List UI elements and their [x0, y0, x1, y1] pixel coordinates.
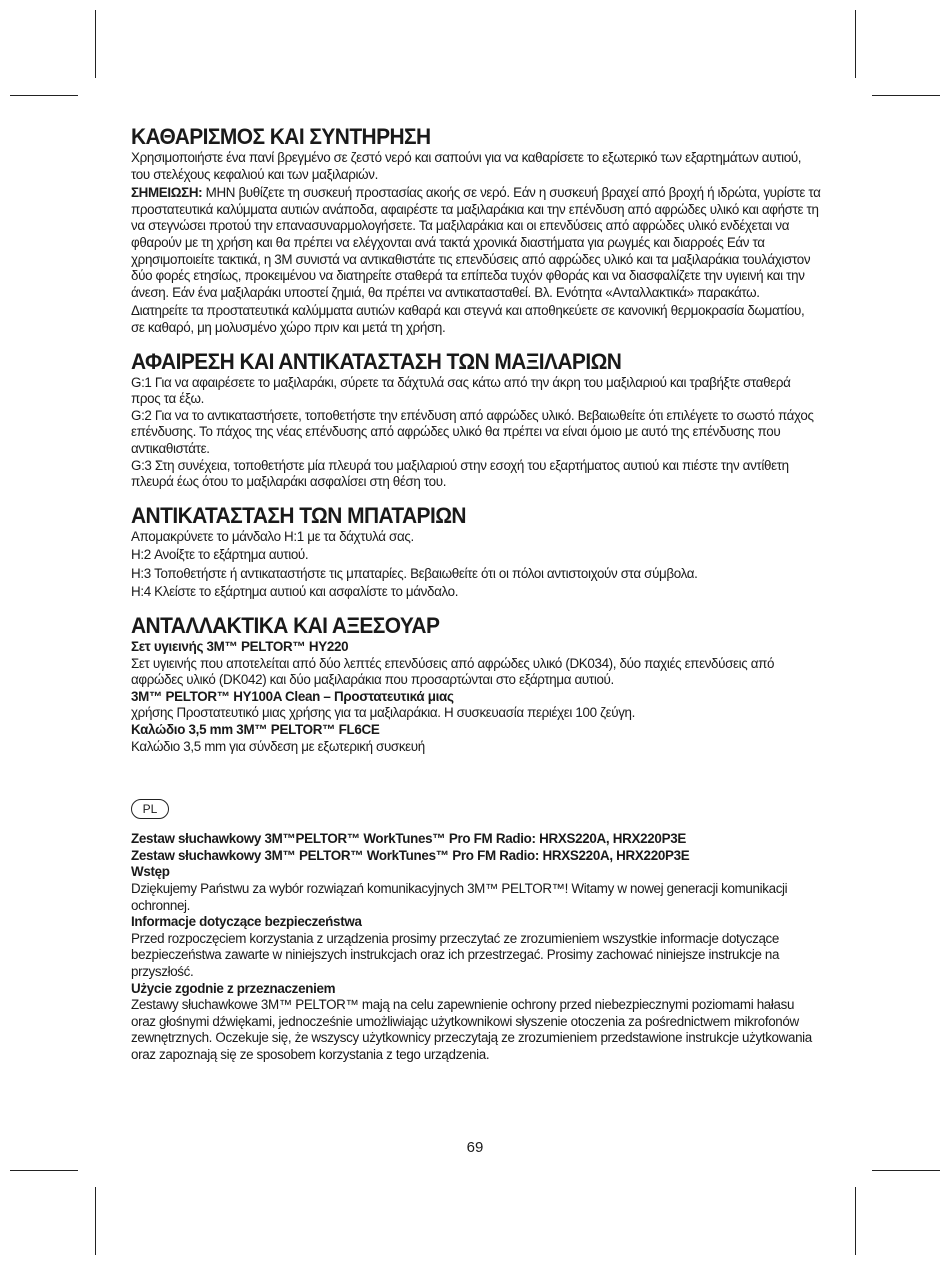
step-h3: H:3 Τοποθετήστε ή αντικαταστήστε τις μπαταρίες. Βεβαιωθείτε ότι οι πόλοι αντιστοιχούν στα σύμβολα.: [131, 565, 698, 581]
step-g1: G:1 Για να αφαιρέσετε το μαξιλαράκι, σύρετε τα δάχτυλά σας κάτω από την άκρη του μαξιλαριού και τραβήξτε σταθερά προς τα έξω.: [131, 374, 791, 407]
step-g3: G:3 Στη συνέχεια, τοποθετήστε μία πλευρά του μαξιλαριού στην εσοχή του εξαρτήματος αυτιού και πιέστε την αντίθετη πλευρά έως ότου το μαξιλαράκι ασφαλίσει στη θέση του.: [131, 457, 789, 490]
section-title-cushions: ΑΦΑΙΡΕΣΗ ΚΑΙ ΑΝΤΙΚΑΤΑΣΤΑΣΗ ΤΩΝ ΜΑΞΙΛΑΡΙΩΝ: [131, 348, 622, 374]
crop-mark: [872, 95, 940, 96]
crop-mark: [855, 10, 856, 78]
item-hy220-title: Σετ υγιεινής 3M™ PELTOR™ HY220: [131, 639, 349, 655]
pl-safety-text: Przed rozpoczęciem korzystania z urządzenia prosimy przeczytać ze zrozumieniem wszystkie informacje dotyczące bezpieczeństwa zawarte w niniejszych instrukcjach oraz ich przestrzegać. Prosimy zachować niniejsze instrukcje na przyszłość.: [131, 930, 780, 979]
step-g2: G:2 Για να το αντικαταστήσετε, τοποθετήστε την επένδυση από αφρώδες υλικό. Βεβαιωθείτε ότι επιλέγετε το σωστό πάχος επένδυσης. Το πάχος της νέας επένδυσης από αφρώδες υλικό θα πρέπει να είναι όμοιο με αυτό της επένδυσης που αντικαθιστάτε.: [131, 407, 814, 456]
section-title-spare-parts: ΑΝΤΑΛΛΑΚΤΙΚΑ ΚΑΙ ΑΞΕΣΟΥΑΡ: [131, 613, 440, 639]
pl-safety-title: Informacje dotyczące bezpieczeństwa: [131, 914, 362, 930]
pl-intro-title: Wstęp: [131, 864, 170, 880]
cleaning-paragraph: Χρησιμοποιήστε ένα πανί βρεγμένο σε ζεστό νερό και σαπούνι για να καθαρίσετε το εξωτερικό των εξαρτημάτων αυτιού, του στελέχους κεφαλιού και των μαξιλαριών.: [131, 150, 802, 182]
crop-mark: [10, 1170, 78, 1171]
pl-use-title: Użycie zgodnie z przeznaczeniem: [131, 980, 336, 996]
step-h1: Απομακρύνετε το μάνδαλο H:1 με τα δάχτυλά σας.: [131, 528, 414, 544]
item-hy220-text: Σετ υγιεινής που αποτελείται από δύο λεπτές επενδύσεις από αφρώδες υλικό (DK034), δύο παχιές επενδύσεις από αφρώδες υλικό (DK042) και δύο μαξιλαράκια που προσαρτώνται στο εξάρτημα αυτιού.: [131, 655, 775, 688]
cleaning-note: [131, 185, 821, 301]
storage-paragraph: Διατηρείτε τα προστατευτικά καλύμματα αυτιών καθαρά και στεγνά και αποθηκεύετε σε κανονική θερμοκρασία δωματίου, σε καθαρό, μη μολυσμένο χώρο πριν και μετά τη χρήση.: [131, 303, 805, 335]
crop-mark: [10, 95, 78, 96]
page-number: 69: [466, 1139, 484, 1156]
note-label: ΣΗΜΕΙΩΣΗ:: [131, 185, 203, 201]
crop-mark: [95, 1187, 96, 1255]
step-h2: H:2 Ανοίξτε το εξάρτημα αυτιού.: [131, 547, 309, 563]
crop-mark: [95, 10, 96, 78]
crop-mark: [855, 1187, 856, 1255]
pl-product-title-1: Zestaw słuchawkowy 3M™PELTOR™ WorkTunes™ Pro FM Radio: HRXS220A, HRX220P3E: [131, 831, 686, 847]
item-fl6ce-title: Καλώδιο 3,5 mm 3M™ PELTOR™ FL6CE: [131, 722, 380, 738]
section-title-cleaning: ΚΑΘΑΡΙΣΜΟΣ ΚΑΙ ΣΥΝΤΗΡΗΣΗ: [131, 124, 431, 149]
pl-product-title-2: Zestaw słuchawkowy 3M™ PELTOR™ WorkTunes™ Pro FM Radio: HRXS220A, HRX220P3E: [131, 847, 690, 863]
language-badge-pl: PL: [131, 799, 169, 819]
item-hy100a-text: χρήσης Προστατευτικό μιας χρήσης για τα μαξιλαράκια. Η συσκευασία περιέχει 100 ζεύγη.: [131, 705, 636, 721]
step-h4: H:4 Κλείστε το εξάρτημα αυτιού και ασφαλίστε το μάνδαλο.: [131, 584, 459, 600]
note-text: ΜΗΝ βυθίζετε τη συσκευή προστασίας ακοής σε νερό. Εάν η συσκευή βραχεί από βροχή ή ιδρώτα, γυρίστε τα προστατευτικά καλύμματα αυτιών ανάποδα, αφαιρέστε τα μαξιλαράκια και την επένδυση από αφρώδες υλικό και αφήστε τη να στεγνώσει προτού την επανασυναρμολογήσετε. Τα μαξιλαράκια και οι επενδύσεις από αφρώδες υλικό ενδέχεται να φθαρούν με τη χρήση και θα πρέπει να ελέγχονται ανά τακτά χρονικά διαστήματα για ρωγμές και διαρροές Εάν τα χρησιμοποιείτε τακτικά, η 3M συνιστά να αντικαθιστάτε τις επενδύσεις από αφρώδες υλικό και τα μαξιλαράκια τουλάχιστον δύο φορές ετησίως, προκειμένου να διατηρείτε σταθερά τα επίπεδα τυχόν φθοράς και να διασφαλίζετε την υγιεινή και την άνεση. Εάν ένα μαξιλαράκι υποστεί ζημιά, θα πρέπει να αντικατασταθεί. Βλ. Ενότητα «Ανταλλακτικά» παρακάτω.: [131, 185, 821, 300]
item-hy100a-title: 3M™ PELTOR™ HY100A Clean – Προστατευτικά μιας: [131, 688, 454, 704]
page-content: [131, 124, 821, 1064]
item-fl6ce-text: Καλώδιο 3,5 mm για σύνδεση με εξωτερική συσκευή: [131, 738, 425, 754]
pl-use-text: Zestawy słuchawkowe 3M™ PELTOR™ mają na celu zapewnienie ochrony przed niebezpiecznymi poziomami hałasu oraz głośnymi dźwiękami, jednocześnie umożliwiając użytkownikowi słyszenie otoczenia za pośrednictwem mikrofonów zewnętrznych. Oczekuje się, że wszyscy użytkownicy przeczytają ze zrozumieniem przedstawione instrukcje użytkowania oraz zapoznają się ze sposobem korzystania z tego urządzenia.: [131, 997, 812, 1062]
crop-mark: [872, 1170, 940, 1171]
pl-intro-text: Dziękujemy Państwu za wybór rozwiązań komunikacyjnych 3M™ PELTOR™! Witamy w nowej generacji komunikacji ochronnej.: [131, 881, 788, 913]
section-title-batteries: ΑΝΤΙΚΑΤΑΣΤΑΣΗ ΤΩΝ ΜΠΑΤΑΡΙΩΝ: [131, 502, 466, 528]
